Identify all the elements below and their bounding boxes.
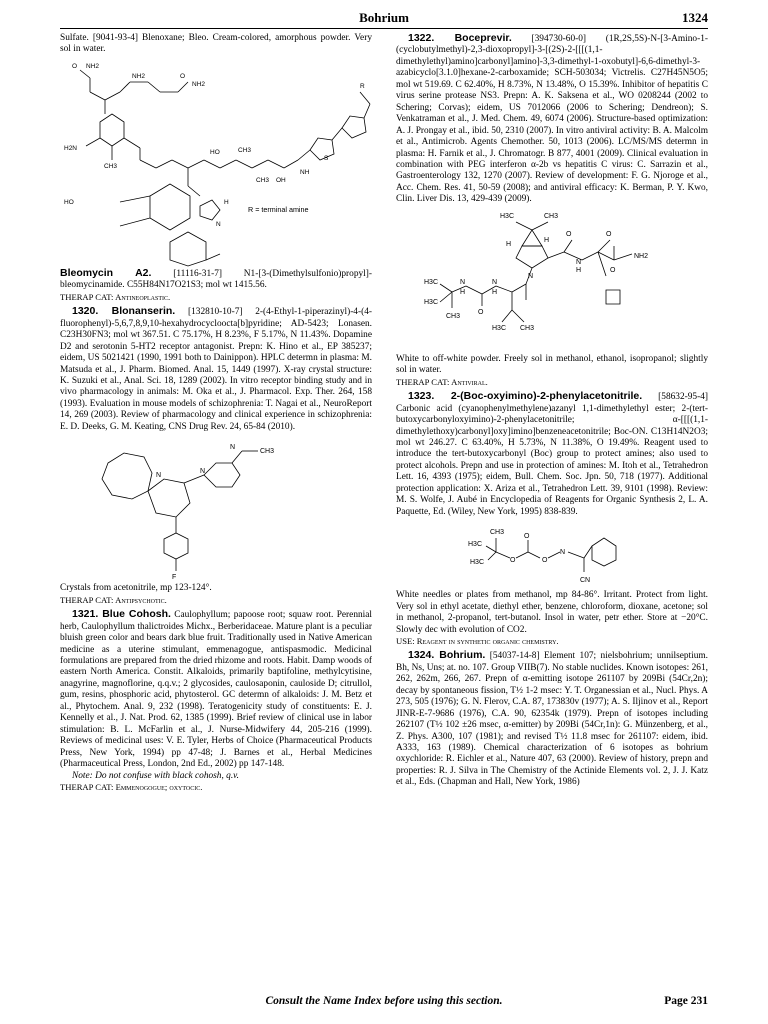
boc-o-3: O [610, 266, 616, 274]
entry-1323 [396, 391, 708, 518]
boc-n-1: N [528, 272, 534, 280]
footer-page: Page 231 [664, 995, 708, 1007]
bleo-n: N [216, 220, 221, 228]
boc-h-3: H [576, 266, 582, 274]
entry-1322-desc: White to off-white powder. Freely sol in methanol, ethanol, isopropanol; slightly sol in water. [396, 353, 708, 376]
header-rule [60, 28, 708, 29]
boc-ch3-3: CH3 [520, 324, 535, 332]
bleo-s: S [324, 154, 329, 162]
entry-1321-text: Caulophyllum; papoose root; squaw root. Perennial herb, Caulophyllum thalictroides Michx., Berberidaceae. Mature plant is a peculiar bluish green color and bears dark blue fruit. Traditionally used in Native American medicine as a uterine stimulant, emmenagogue, antispasmodic. Medicinal formulations are prepared from the dried rhizome and roots. Habit. Damp woods of eastern North America. Constit. Alkaloids, primarily baptifoline, methylcytisine, anagyrine, magnoflorine, q.q.v.; 2 glycosides, caulosaponin, cauloside D; citrullol, gum, resins, phosphoric acid, phytosterol. GC determn of alkaloids: J. M. Betz et al., Phytochem. Anal. 9, 232 (1998). Teratogenicity study of constituents: E. J. Kennelly et al., J. Nat. Prod. 62, 1385 (1999). Brief review of clinical use in labor stimulation: B. L. McFarlin et al., J. Nurse-Midwifery 44, 205-216 (1999). Reviews of medicinal uses: V. E. Tyler, Herbs of Choice (Pharmaceutical Products Press, New York, 1994) pp 47-48; J. Barnes et al., Herbal Medicines (Pharmaceutical Press, London, 2nd Ed., 2002) pp 147-148. [60, 610, 372, 770]
boc-on-structure [396, 518, 708, 590]
entry-1323-heading: 1323. 2-(Boc-oxyimino)-2-phenylacetonitrile. [408, 390, 643, 403]
bleo-oh: OH [276, 176, 286, 184]
left-column [60, 33, 372, 793]
boc-h3c-2: H3C [424, 278, 439, 286]
bleo-r: R [360, 82, 365, 90]
bleo-ch3-1: CH3 [104, 162, 118, 170]
bleomycin-heading: Bleomycin A2. [60, 266, 152, 279]
right-column [396, 33, 708, 789]
entry-1322-text: [394730-60-0] (1R,2S,5S)-N-[3-Amino-1-(cyclobutylmethyl)-2,3-dioxopropyl]-3-[(2S)-2-[[[(1,1-dimethylethyl)amino]carbonyl]amino]-3,3-dimethyl-1-oxobutyl]-6,6-dimethyl-3-azabicyclo[3.1.0]hexane-2-carboxamide; SCH-503034; Victrelis. C27H45N5O5; mol wt 519.69. C 62.40%, H 8.73%, N 13.48%, O 15.39%. Inhibitor of hepatitis C virus serine protease NS3. Prepn: A. K. Saksena et al., WO 0208244 (2002 to Schering; Corvas); eidem, US 7012066 (2006 to Schering; Dendreon); S. Venkatraman et al., J. Med. Chem. 49, 6074 (2006). Structure-based optimization: A. J. Prongay et al., ibid. 50, 2310 (2007). In vitro antiviral activity: B. A. Malcolm et al., Antimicrob. Agents Chemother. 50, 1013 (2006). LC/MS/MS determn in plasma: H. Farnik et al., J. Chromatogr. B 877, 4001 (2009). Clinical evaluation in combination with PEG interferon α-2b vs hepatitis C virus: C. Sarrazin et al., Gastroenterology 132, 1270 (2007). Review of development: F. G. Njoroge et al., Acc. Chem. Res. 41, 50-59 (2008); and antiviral efficacy: K. Berman, P. Y. Kwo, Clin. Liver Dis. 13, 429-439 (2009). [396, 34, 708, 205]
blon-n1: N [156, 472, 162, 480]
entry-1322-heading: 1322. Boceprevir. [408, 32, 512, 44]
entry-1324 [396, 650, 708, 788]
blon-n2: N [200, 468, 206, 476]
boc-n-3: N [460, 278, 466, 286]
boc-o-1: O [566, 230, 572, 238]
bleo-h2n: H2N [64, 144, 78, 152]
bocon-cn: CN [580, 577, 591, 585]
entry-1320-therap: THERAP CAT: Antipsychotic. [60, 594, 167, 605]
boceprevir-structure [396, 206, 708, 354]
boc-h3c-4: H3C [492, 324, 507, 332]
boc-n-4: N [492, 278, 498, 286]
entry-1321-heading: 1321. Blue Cohosh. [72, 608, 171, 621]
bleomycin-text: [11116-31-7] N1-[3-(Dimethylsulfonio)propyl]-bleomycinamide. C55H84N17O21S3; mol wt 1415.56. [60, 268, 372, 291]
entry-1321 [60, 609, 372, 770]
entry-1323-text: [58632-95-4] Carbonic acid (cyanophenylmethylene)azanyl 1,1-dimethylethyl ester; 2-(tert-butoxycarbonyloxyimino)-2-phenylacetonitrile; α-[[[(1,1-dimethylethoxy)carbonyl]oxy]imino]benzeneacetonitrile; Boc-ON. C13H14N2O3; mol wt 246.27. C 63.40%, H 5.73%, N 11.38%, O 19.49%. Reagent used to introduce the tert-butoxycarbonyl (Boc) group to protect amines; also used to protect alcohols. Prepn and use in protection of amines: M. Itoh et al., Tetrahedron Lett. 16, 4393 (1975); eidem, Bull. Chem. Soc. Jpn. 50, 718 (1977). Additional protection application: X. Ariza et al., Tetrahedron Lett. 39, 9101 (1998). Review: M. S. Wolfe, J. Aubé in Encyclopedia of Reagents for Organic Synthesis 2, L. A. Paquette, Ed. (Wiley, New York, 1995) 838-839. [396, 392, 708, 517]
bleo-nh2-3: NH2 [192, 80, 206, 88]
entry-1320-crystals: Crystals from acetonitrile, mp 123-124°. [60, 583, 212, 594]
entry-1323-desc: White needles or plates from methanol, mp 84-86°. Irritant. Protect from light. Very sol in ethyl acetate, diethyl ether, benzene, chloroform, dioxane, acetone; sol in methanol, 2-propanol, tert-butanol. Insol in water, petr ether. Store at −20°C. Slowly dec with evolution of CO2. [396, 590, 708, 635]
bocon-h3c-2: H3C [470, 559, 485, 567]
entry-1320 [60, 306, 372, 433]
boc-o-4: O [478, 308, 484, 316]
entry-1320-text: [132810-10-7] 2-(4-Ethyl-1-piperazinyl)-4-(4-fluorophenyl)-5,6,7,8,9,10-hexahydrocycloocta[b]pyridine; AD-5423; Lonasen. C23H30FN3; mol wt 367.51. C 75.17%, H 8.23%, F 5.17%, N 11.43%. Dopamine D2 and serotonin 5-HT2 receptor antagonist. Prepn: K. Hino et al., EP 385237; eidem, US 5021421 (1990, 1991 both to Dainippon). HPLC determn in plasma: M. Matsuda et al., J. Pharm. Biomed. Anal. 15, 1449 (1997). X-ray crystal structure: K. Suzuki et al., Anal. Sci. 18, 1289 (2002). In vitro receptor binding study and in vivo pharmacology in animals: M. Oka et al., J. Pharmacol. Exp. Ther. 264, 158 (1993). Evaluation in mouse models of schizophrenia: T. Nagai et al., NeuroReport 14, 269 (2003). Review of pharmacology and clinical experience in schizophrenia: E. D. Deeks, G. M. Keating, CNS Drug Rev. 24, 65-84 (2010). [60, 307, 372, 432]
entry-1322 [396, 33, 708, 206]
entry-1323-use: USE: Reagent in synthetic organic chemistry. [396, 635, 559, 646]
boc-n-2: N [576, 258, 582, 266]
blon-n3: N [230, 444, 236, 452]
entry-1324-heading: 1324. Bohrium. [408, 649, 486, 662]
blon-f: F [172, 574, 177, 582]
bleo-h: H [224, 198, 229, 206]
bleo-nh2-1: NH2 [86, 62, 100, 70]
entry-1321-therap: THERAP CAT: Emmenogogue; oxytocic. [60, 781, 203, 792]
page-number: 1324 [682, 10, 708, 25]
entry-1322-therap: THERAP CAT: Antiviral. [396, 376, 488, 387]
footer-note: Consult the Name Index before using this section. [265, 995, 503, 1007]
bocon-o-1: O [510, 557, 516, 565]
bleo-ho-1: HO [210, 148, 220, 156]
bleomycin-therap: THERAP CAT: Antineoplastic. [60, 291, 171, 302]
boc-h3c-1: H3C [500, 212, 515, 220]
bocon-ch3: CH3 [490, 529, 505, 537]
bleo-nh2-2: NH2 [132, 72, 146, 80]
boc-h-2: H [544, 236, 550, 244]
page-footer [60, 995, 708, 1015]
bleo-ch3-2: CH3 [238, 146, 252, 154]
entry-1320-heading: 1320. Blonanserin. [72, 305, 176, 318]
boc-o-2: O [606, 230, 612, 238]
entry-1321-note: Note: Do not confuse with black cohosh, q.v. [72, 770, 239, 781]
page-header [60, 10, 708, 28]
bleo-ho-2: HO [64, 198, 74, 206]
entry-1324-text: [54037-14-8] Element 107; nielsbohrium; unnilseptium. Bh, Ns, Uns; at. no. 107. Group VIIB(7). No stable nuclides. Known isotopes: 261, 262, 262m, 266, 267. Prepn of α-emitting isotope 261107 by 209Bi (54Cr,2n); decay by spontaneous fission, T½ 1-2 msec: Y. T. Organessian et al., Nucl. Phys. A 273, 505 (1976); G. N. Flerov, C.A. 87, 173830v (1977); A. S. Iljinov et al., Report JINR-E-7-9686 (1976), C.A. 90, 62354k (1979). Prepn of isotopes including 262107 (T½ 102 ±26 msec, α-emitter) by 209Bi (54Cr,1n): G. Münzenberg, et al., Z. Phys. A300, 107 (1981); and revised T½ 11.8 msec for 261107: eidem, ibid. A333, 163 (1989). Chemical characterization of 6 isotopes as bohrium oxychloride: R. Eichler et al., Nature 407, 63 (2000). Review of history, prepn and properties: R. J. Silva in The Chemistry of the Actinide Elements vol. 2, J. J. Katz et al., Eds. (Chapman and Hall, New York, 1986) [396, 651, 708, 788]
bleo-nh: NH [300, 168, 310, 176]
running-title: Bohrium [359, 10, 409, 25]
blonanserin-structure [60, 433, 372, 583]
bleo-r-label: R = terminal amine [248, 204, 309, 214]
bleo-o-2: O [180, 72, 186, 80]
bocon-n: N [560, 549, 566, 557]
bocon-o-2: O [524, 533, 530, 541]
bocon-h3c-1: H3C [468, 541, 483, 549]
bocon-o-3: O [542, 557, 548, 565]
boc-h-1: H [506, 240, 512, 248]
sulfate-entry: Sulfate. [9041-93-4] Blenoxane; Bleo. Cream-colored, amorphous powder. Very sol in water. [60, 33, 372, 55]
bleo-o-1: O [72, 62, 78, 70]
boc-nh2: NH2 [634, 252, 649, 260]
boc-ch3-2: CH3 [446, 312, 461, 320]
boc-h-5: H [492, 288, 498, 296]
bleomycin-structure [60, 56, 372, 268]
blon-ch3: CH3 [260, 448, 275, 456]
bleomycin-entry [60, 268, 372, 292]
boc-ch3-1: CH3 [544, 212, 559, 220]
boc-h3c-3: H3C [424, 298, 439, 306]
boc-h-4: H [460, 288, 466, 296]
bleo-ch3-3: CH3 [256, 176, 270, 184]
